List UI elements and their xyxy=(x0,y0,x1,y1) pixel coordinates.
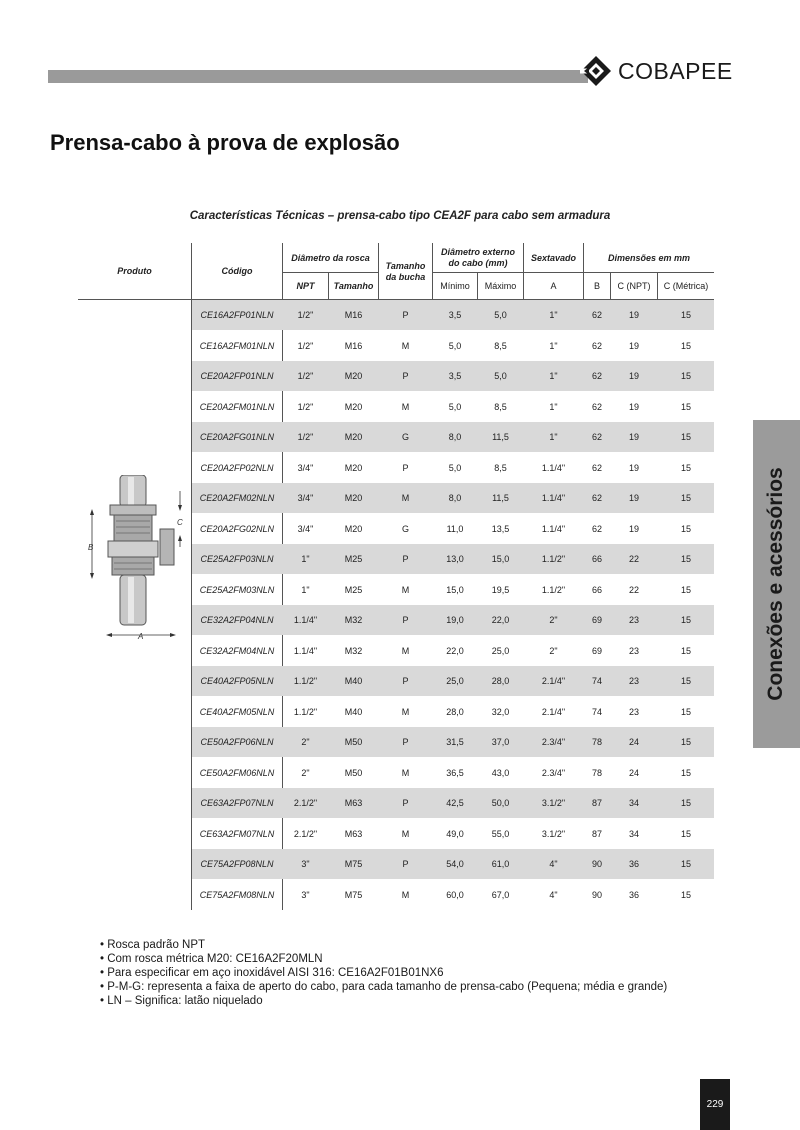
table-row xyxy=(192,788,714,818)
cell-a: 4" xyxy=(549,859,558,869)
cell-cmet: 15 xyxy=(680,523,691,534)
cell-bucha: P xyxy=(402,737,409,747)
cell-code: CE75A2FP08NLN xyxy=(200,859,274,869)
cell-cmet: 15 xyxy=(680,615,691,625)
cell-max: 19,5 xyxy=(491,584,510,595)
cell-npt: 2.1/2" xyxy=(293,798,318,808)
cell-bucha: P xyxy=(402,310,409,320)
cell-cnpt: 19 xyxy=(628,310,639,320)
cell-code: CE50A2FM06NLN xyxy=(199,767,275,778)
cell-min: 54,0 xyxy=(446,859,464,869)
header-bar xyxy=(48,70,588,83)
cell-bucha: M xyxy=(401,401,410,412)
note-item: • LN – Significa: latão niquelado xyxy=(100,994,667,1008)
cell-min: 19,0 xyxy=(446,615,464,625)
table-row xyxy=(192,300,714,330)
cell-npt: 1/2" xyxy=(297,310,314,320)
cell-tam: M25 xyxy=(344,584,363,595)
section-side-tab-label: Conexões e acessórios xyxy=(764,467,787,701)
cell-cnpt: 23 xyxy=(628,615,639,625)
cell-npt: 3/4" xyxy=(297,523,314,534)
cell-cnpt: 24 xyxy=(628,767,639,778)
cell-cmet: 15 xyxy=(680,767,691,778)
cell-bucha: P xyxy=(402,371,409,381)
note-item: • Rosca padrão NPT xyxy=(100,938,667,952)
cell-tam: M63 xyxy=(344,828,363,839)
cell-bucha: M xyxy=(401,828,410,839)
cell-cnpt: 23 xyxy=(628,676,639,686)
table-row xyxy=(192,331,714,361)
cell-a: 1.1/4" xyxy=(541,523,566,534)
cell-a: 2.3/4" xyxy=(541,737,566,747)
cell-b: 62 xyxy=(591,432,602,442)
drawing-label-c: C xyxy=(177,518,183,527)
cell-tam: M20 xyxy=(344,462,363,473)
cell-max: 11,5 xyxy=(492,432,509,442)
cell-cmet: 15 xyxy=(680,645,691,656)
cell-tam: M40 xyxy=(344,676,363,686)
cell-tam: M50 xyxy=(344,737,363,747)
cell-b: 66 xyxy=(591,584,602,595)
cell-npt: 3" xyxy=(301,889,310,900)
cell-b: 62 xyxy=(591,340,602,351)
header-tamanho-bucha xyxy=(379,243,432,300)
cell-min: 49,0 xyxy=(446,828,464,839)
note-item: • P-M-G: representa a faixa de aperto do cabo, para cada tamanho de prensa-cabo (Pequena; média e grande) xyxy=(100,980,667,994)
cell-bucha: G xyxy=(401,432,409,442)
cell-b: 78 xyxy=(591,737,602,747)
cell-tam: M16 xyxy=(344,310,363,320)
cell-min: 8,0 xyxy=(448,432,462,442)
cell-b: 90 xyxy=(591,859,602,869)
cell-bucha: P xyxy=(402,859,409,869)
cell-max: 43,0 xyxy=(491,767,510,778)
cell-cmet: 15 xyxy=(680,584,691,595)
cell-bucha: P xyxy=(402,676,409,686)
cell-cmet: 15 xyxy=(680,889,691,900)
cell-max: 15,0 xyxy=(491,554,510,564)
cell-min: 36,5 xyxy=(446,767,464,778)
cell-bucha: M xyxy=(401,889,410,900)
cell-cmet: 15 xyxy=(680,371,691,381)
cell-npt: 3/4" xyxy=(297,462,314,473)
header-diametro-externo-line2: do cabo (mm) xyxy=(448,258,508,268)
cell-npt: 2.1/2" xyxy=(293,828,318,839)
cell-cnpt: 34 xyxy=(628,828,639,839)
cell-min: 5,0 xyxy=(448,340,462,351)
cell-npt: 1.1/4" xyxy=(293,615,318,625)
table-row xyxy=(192,514,714,544)
cell-npt: 1.1/2" xyxy=(293,676,318,686)
cell-cnpt: 22 xyxy=(628,554,639,564)
cell-cnpt: 19 xyxy=(628,462,639,473)
grid-line xyxy=(432,272,714,273)
cell-code: CE20A2FM01NLN xyxy=(199,401,275,412)
cell-a: 1.1/2" xyxy=(541,554,566,564)
cell-min: 5,0 xyxy=(448,401,462,412)
cell-a: 1.1/2" xyxy=(541,584,566,595)
table-row xyxy=(192,544,714,574)
cell-a: 1" xyxy=(549,371,558,381)
cell-cmet: 15 xyxy=(680,554,691,564)
table-caption: Características Técnicas – prensa-cabo tipo CEA2F para cabo sem armadura xyxy=(189,210,611,222)
cell-tam: M40 xyxy=(344,706,363,717)
cell-code: CE16A2FP01NLN xyxy=(200,310,274,320)
cell-b: 66 xyxy=(591,554,602,564)
cell-b: 62 xyxy=(591,371,602,381)
table-row xyxy=(192,605,714,635)
cell-min: 13,0 xyxy=(446,554,464,564)
cell-bucha: M xyxy=(401,493,410,503)
cell-tam: M50 xyxy=(344,767,363,778)
cell-tam: M20 xyxy=(344,371,363,381)
cell-cnpt: 36 xyxy=(628,859,639,869)
cell-code: CE20A2FG01NLN xyxy=(199,432,275,442)
cell-code: CE20A2FM02NLN xyxy=(199,493,275,503)
cell-tam: M32 xyxy=(344,615,363,625)
cable-gland-drawing xyxy=(84,475,194,645)
table-row xyxy=(192,575,714,605)
cell-min: 3,5 xyxy=(448,371,462,381)
cell-min: 8,0 xyxy=(448,493,462,503)
header-c-metrica: C (Métrica) xyxy=(663,281,709,291)
header-tamanho-bucha-line1: Tamanho xyxy=(385,260,426,271)
cell-cmet: 15 xyxy=(680,432,691,442)
cell-npt: 1.1/4" xyxy=(293,645,318,656)
cell-max: 13,5 xyxy=(491,523,510,534)
drawing-label-a: A xyxy=(138,632,144,641)
cell-cmet: 15 xyxy=(680,737,691,747)
cell-min: 25,0 xyxy=(446,676,464,686)
cell-code: CE25A2FP03NLN xyxy=(200,554,274,564)
cell-max: 25,0 xyxy=(491,645,510,656)
cell-tam: M75 xyxy=(344,889,363,900)
cell-code: CE20A2FP01NLN xyxy=(200,371,274,381)
table-row xyxy=(192,453,714,483)
cell-npt: 2" xyxy=(301,767,310,778)
cell-npt: 3" xyxy=(301,859,310,869)
grid-line xyxy=(477,272,478,300)
cell-code: CE16A2FM01NLN xyxy=(199,340,275,351)
table-row xyxy=(192,697,714,727)
cell-cnpt: 19 xyxy=(628,432,639,442)
header-c-npt: C (NPT) xyxy=(617,281,651,291)
table-header xyxy=(78,243,714,300)
cell-max: 61,0 xyxy=(491,859,510,869)
header-tamanho-bucha-line2: da bucha xyxy=(385,271,426,282)
cell-tam: M16 xyxy=(344,340,363,351)
cell-cmet: 15 xyxy=(680,676,691,686)
cell-a: 2" xyxy=(549,645,558,656)
header-maximo: Máximo xyxy=(484,281,517,291)
cell-code: CE40A2FP05NLN xyxy=(200,676,274,686)
cell-max: 37,0 xyxy=(491,737,510,747)
cell-b: 78 xyxy=(591,767,602,778)
cell-min: 60,0 xyxy=(446,889,464,900)
cell-tam: M25 xyxy=(344,554,363,564)
cell-max: 22,0 xyxy=(491,615,510,625)
cell-max: 5,0 xyxy=(494,371,507,381)
cell-a: 1" xyxy=(549,401,558,412)
cell-max: 8,5 xyxy=(494,462,507,473)
cell-b: 62 xyxy=(591,310,602,320)
table-row xyxy=(192,392,714,422)
cell-npt: 1/2" xyxy=(297,401,314,412)
cell-a: 3.1/2" xyxy=(541,828,566,839)
cell-cmet: 15 xyxy=(680,401,691,412)
cell-b: 87 xyxy=(591,828,602,839)
cell-max: 28,0 xyxy=(491,676,510,686)
header-sextavado: Sextavado xyxy=(530,252,577,263)
drawing-label-b: B xyxy=(88,543,94,552)
cell-b: 87 xyxy=(591,798,602,808)
cell-code: CE75A2FM08NLN xyxy=(199,889,275,900)
cell-b: 62 xyxy=(591,401,602,412)
cell-cmet: 15 xyxy=(680,798,691,808)
cell-max: 67,0 xyxy=(491,889,510,900)
cell-npt: 1" xyxy=(301,584,310,595)
cell-min: 42,5 xyxy=(446,798,464,808)
cell-cnpt: 24 xyxy=(628,737,639,747)
cell-code: CE63A2FM07NLN xyxy=(199,828,275,839)
cell-a: 1" xyxy=(549,340,558,351)
cell-cnpt: 23 xyxy=(628,645,639,656)
cell-b: 62 xyxy=(591,523,602,534)
cell-code: CE20A2FP02NLN xyxy=(200,462,274,473)
note-item: • Com rosca métrica M20: CE16A2F20MLN xyxy=(100,952,667,966)
cell-a: 4" xyxy=(549,889,558,900)
cell-cnpt: 19 xyxy=(628,371,639,381)
header-dimensoes: Dimensões em mm xyxy=(607,252,691,263)
cell-code: CE20A2FG02NLN xyxy=(199,523,275,534)
cell-code: CE32A2FM04NLN xyxy=(199,645,275,656)
cell-a: 2" xyxy=(549,615,558,625)
cell-npt: 1.1/2" xyxy=(293,706,318,717)
cell-b: 74 xyxy=(591,676,602,686)
cell-cnpt: 19 xyxy=(628,401,639,412)
grid-line xyxy=(282,272,378,273)
cell-min: 11,0 xyxy=(446,523,464,534)
cell-cnpt: 19 xyxy=(628,493,639,503)
table-row xyxy=(192,636,714,666)
page-number: 229 xyxy=(700,1079,730,1130)
cell-cnpt: 36 xyxy=(628,889,639,900)
cell-max: 8,5 xyxy=(494,401,507,412)
cell-b: 62 xyxy=(591,462,602,473)
cell-code: CE25A2FM03NLN xyxy=(199,584,275,595)
cell-bucha: M xyxy=(401,767,410,778)
cell-code: CE40A2FM05NLN xyxy=(199,706,275,717)
header-tamanho: Tamanho xyxy=(333,281,374,291)
cell-tam: M20 xyxy=(344,493,363,503)
header-a: A xyxy=(550,281,557,291)
header-diametro-rosca: Diâmetro da rosca xyxy=(291,252,370,263)
cell-a: 1" xyxy=(549,432,558,442)
cell-cmet: 15 xyxy=(680,493,691,503)
cell-cmet: 15 xyxy=(680,828,691,839)
cell-code: CE32A2FP04NLN xyxy=(200,615,274,625)
cell-cmet: 15 xyxy=(680,706,691,717)
cell-npt: 1/2" xyxy=(297,432,314,442)
table-row xyxy=(192,361,714,391)
cell-max: 11,5 xyxy=(492,493,509,503)
cell-b: 74 xyxy=(591,706,602,717)
cell-tam: M63 xyxy=(344,798,363,808)
cell-npt: 1/2" xyxy=(297,371,314,381)
table-row xyxy=(192,483,714,513)
cell-a: 2.3/4" xyxy=(541,767,566,778)
cell-bucha: M xyxy=(401,340,410,351)
cell-cnpt: 23 xyxy=(628,706,639,717)
cell-bucha: G xyxy=(401,523,409,534)
cell-min: 3,5 xyxy=(448,310,462,320)
cell-cnpt: 19 xyxy=(628,523,639,534)
cell-bucha: P xyxy=(402,798,409,808)
cell-tam: M75 xyxy=(344,859,363,869)
header-minimo: Mínimo xyxy=(440,281,470,291)
grid-line xyxy=(378,243,379,300)
cell-min: 28,0 xyxy=(446,706,464,717)
cell-tam: M32 xyxy=(344,645,363,656)
cell-max: 5,0 xyxy=(494,310,507,320)
cell-a: 1.1/4" xyxy=(541,493,566,503)
page-title: Prensa-cabo à prova de explosão xyxy=(50,130,400,155)
cell-npt: 3/4" xyxy=(297,493,314,503)
cell-bucha: P xyxy=(402,615,409,625)
cell-min: 31,5 xyxy=(446,737,464,747)
grid-line xyxy=(657,272,658,300)
brand-name: COBAPEE xyxy=(618,57,733,84)
note-item: • Para especificar em aço inoxidável AISI 316: CE16A2F01B01NX6 xyxy=(100,966,667,980)
cell-b: 69 xyxy=(591,615,602,625)
table-row xyxy=(192,727,714,757)
header-diametro-externo-line1: Diâmetro externo xyxy=(440,247,516,257)
header-npt: NPT xyxy=(296,281,315,291)
brand-logo xyxy=(580,54,733,88)
cell-cmet: 15 xyxy=(680,310,691,320)
cell-a: 2.1/4" xyxy=(541,706,566,717)
header-produto: Produto xyxy=(117,266,152,276)
cell-tam: M20 xyxy=(344,401,363,412)
cell-max: 55,0 xyxy=(491,828,510,839)
notes-list xyxy=(100,938,667,1008)
cobapee-logo-icon xyxy=(580,55,612,87)
cell-b: 90 xyxy=(591,889,602,900)
cell-npt: 2" xyxy=(301,737,310,747)
cell-code: CE50A2FP06NLN xyxy=(200,737,274,747)
header-codigo: Código xyxy=(221,266,253,276)
header-b: B xyxy=(593,281,600,291)
cell-cnpt: 22 xyxy=(628,584,639,595)
table-row xyxy=(192,849,714,879)
cell-max: 32,0 xyxy=(491,706,510,717)
cell-a: 1" xyxy=(549,310,558,320)
cell-tam: M20 xyxy=(344,523,363,534)
cell-b: 69 xyxy=(591,645,602,656)
cell-a: 3.1/2" xyxy=(541,798,566,808)
cell-tam: M20 xyxy=(344,432,363,442)
cell-a: 2.1/4" xyxy=(541,676,566,686)
table-row xyxy=(192,666,714,696)
cell-cnpt: 34 xyxy=(628,798,639,808)
table-row xyxy=(192,819,714,849)
table-row xyxy=(192,880,714,910)
cell-b: 62 xyxy=(591,493,602,503)
cell-bucha: P xyxy=(402,554,409,564)
cell-cmet: 15 xyxy=(680,859,691,869)
cell-bucha: M xyxy=(401,645,410,656)
cell-npt: 1" xyxy=(301,554,310,564)
cell-a: 1.1/4" xyxy=(541,462,566,473)
cell-bucha: M xyxy=(401,584,410,595)
grid-line xyxy=(191,243,192,300)
header-diametro-externo xyxy=(433,245,523,271)
cell-max: 50,0 xyxy=(491,798,510,808)
cell-cnpt: 19 xyxy=(628,340,639,351)
cell-cmet: 15 xyxy=(680,462,691,473)
table-row xyxy=(192,422,714,452)
cell-cmet: 15 xyxy=(680,340,691,351)
cell-min: 15,0 xyxy=(446,584,464,595)
grid-line xyxy=(610,272,611,300)
cell-min: 22,0 xyxy=(446,645,464,656)
table-row xyxy=(192,758,714,788)
grid-line xyxy=(328,272,329,300)
cell-bucha: P xyxy=(402,462,409,473)
cell-max: 8,5 xyxy=(494,340,507,351)
cell-min: 5,0 xyxy=(448,462,462,473)
cell-code: CE63A2FP07NLN xyxy=(200,798,274,808)
cell-npt: 1/2" xyxy=(297,340,314,351)
cell-bucha: M xyxy=(401,706,410,717)
